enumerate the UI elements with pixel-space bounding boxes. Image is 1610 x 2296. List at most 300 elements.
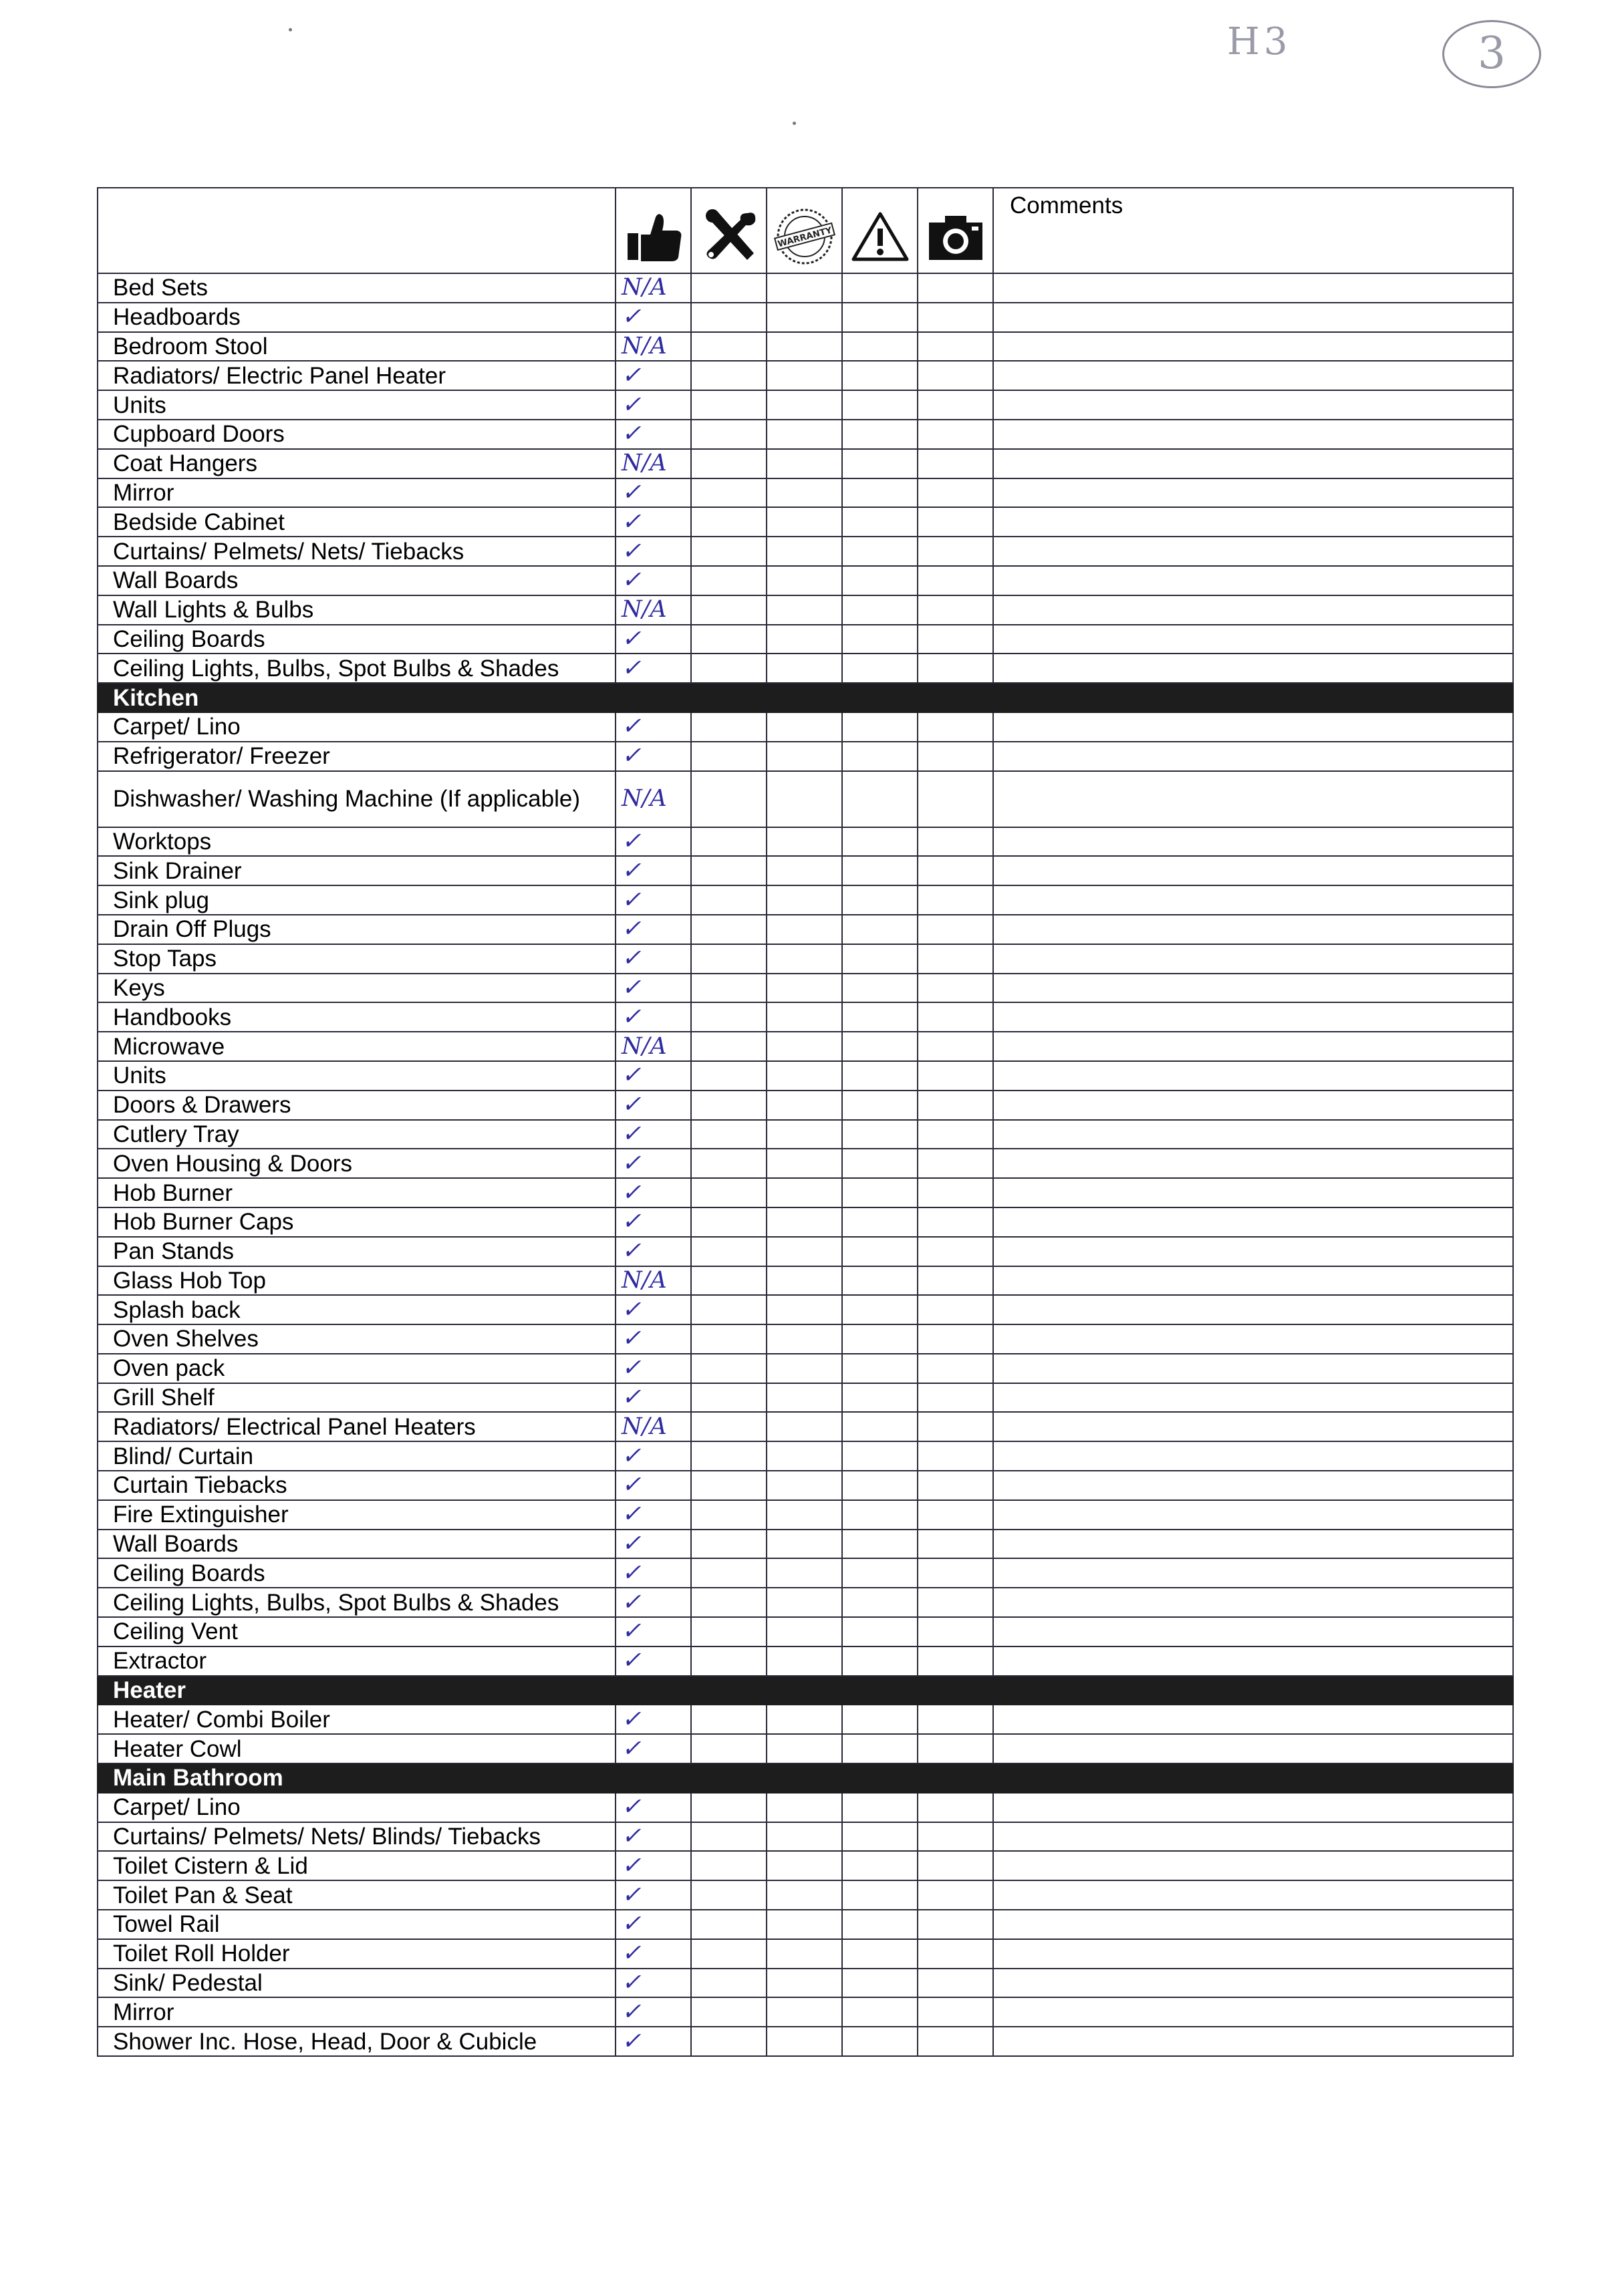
ok-mark-cell[interactable]: ✓	[616, 1441, 691, 1471]
comments-cell[interactable]	[993, 1149, 1513, 1178]
comments-cell[interactable]	[993, 1500, 1513, 1530]
ok-mark-cell[interactable]: ✓	[616, 1120, 691, 1149]
warranty-cell[interactable]	[767, 742, 842, 771]
ok-mark-cell[interactable]: ✓	[616, 1997, 691, 2027]
comments-cell[interactable]	[993, 1558, 1513, 1588]
warranty-cell[interactable]	[767, 1032, 842, 1061]
photo-cell[interactable]	[918, 712, 993, 742]
hazard-cell[interactable]	[842, 566, 918, 595]
ok-mark-cell[interactable]: ✓	[616, 1500, 691, 1530]
repair-cell[interactable]	[691, 1500, 767, 1530]
comments-cell[interactable]	[993, 1207, 1513, 1237]
comments-cell[interactable]	[993, 1383, 1513, 1413]
comments-cell[interactable]	[993, 1617, 1513, 1646]
comments-cell[interactable]	[993, 449, 1513, 478]
repair-cell[interactable]	[691, 771, 767, 827]
comments-cell[interactable]	[993, 332, 1513, 362]
hazard-cell[interactable]	[842, 420, 918, 449]
hazard-cell[interactable]	[842, 1705, 918, 1734]
repair-cell[interactable]	[691, 885, 767, 915]
ok-mark-cell[interactable]: ✓	[616, 1178, 691, 1207]
hazard-cell[interactable]	[842, 1793, 918, 1822]
comments-cell[interactable]	[993, 1588, 1513, 1617]
repair-cell[interactable]	[691, 944, 767, 974]
comments-cell[interactable]	[993, 1441, 1513, 1471]
comments-cell[interactable]	[993, 827, 1513, 857]
warranty-cell[interactable]	[767, 1530, 842, 1559]
photo-cell[interactable]	[918, 1851, 993, 1880]
photo-cell[interactable]	[918, 420, 993, 449]
warranty-cell[interactable]	[767, 537, 842, 566]
hazard-cell[interactable]	[842, 1530, 918, 1559]
repair-cell[interactable]	[691, 1617, 767, 1646]
photo-cell[interactable]	[918, 827, 993, 857]
ok-mark-cell[interactable]: ✓	[616, 625, 691, 654]
repair-cell[interactable]	[691, 654, 767, 683]
repair-cell[interactable]	[691, 974, 767, 1003]
photo-cell[interactable]	[918, 1880, 993, 1910]
ok-mark-cell[interactable]: ✓	[616, 478, 691, 508]
repair-cell[interactable]	[691, 1880, 767, 1910]
ok-mark-cell[interactable]: ✓	[616, 303, 691, 332]
ok-mark-cell[interactable]: N/A	[616, 273, 691, 303]
warranty-cell[interactable]	[767, 827, 842, 857]
comments-cell[interactable]	[993, 273, 1513, 303]
ok-mark-cell[interactable]: ✓	[616, 915, 691, 944]
repair-cell[interactable]	[691, 1237, 767, 1266]
photo-cell[interactable]	[918, 1734, 993, 1763]
hazard-cell[interactable]	[842, 478, 918, 508]
hazard-cell[interactable]	[842, 1091, 918, 1120]
hazard-cell[interactable]	[842, 856, 918, 885]
ok-mark-cell[interactable]: ✓	[616, 885, 691, 915]
warranty-cell[interactable]	[767, 944, 842, 974]
warranty-cell[interactable]	[767, 361, 842, 390]
warranty-cell[interactable]	[767, 1646, 842, 1676]
warranty-cell[interactable]	[767, 1705, 842, 1734]
hazard-cell[interactable]	[842, 1500, 918, 1530]
repair-cell[interactable]	[691, 449, 767, 478]
comments-cell[interactable]	[993, 1061, 1513, 1091]
comments-cell[interactable]	[993, 566, 1513, 595]
hazard-cell[interactable]	[842, 1412, 918, 1441]
ok-mark-cell[interactable]: ✓	[616, 712, 691, 742]
comments-cell[interactable]	[993, 1939, 1513, 1969]
photo-cell[interactable]	[918, 595, 993, 625]
hazard-cell[interactable]	[842, 1061, 918, 1091]
photo-cell[interactable]	[918, 1061, 993, 1091]
comments-cell[interactable]	[993, 885, 1513, 915]
warranty-cell[interactable]	[767, 2027, 842, 2056]
repair-cell[interactable]	[691, 1061, 767, 1091]
warranty-cell[interactable]	[767, 1910, 842, 1939]
warranty-cell[interactable]	[767, 1734, 842, 1763]
hazard-cell[interactable]	[842, 1295, 918, 1324]
hazard-cell[interactable]	[842, 712, 918, 742]
photo-cell[interactable]	[918, 1558, 993, 1588]
repair-cell[interactable]	[691, 1324, 767, 1354]
repair-cell[interactable]	[691, 420, 767, 449]
photo-cell[interactable]	[918, 1266, 993, 1296]
comments-cell[interactable]	[993, 974, 1513, 1003]
photo-cell[interactable]	[918, 915, 993, 944]
hazard-cell[interactable]	[842, 303, 918, 332]
photo-cell[interactable]	[918, 1705, 993, 1734]
hazard-cell[interactable]	[842, 1032, 918, 1061]
comments-cell[interactable]	[993, 944, 1513, 974]
hazard-cell[interactable]	[842, 595, 918, 625]
ok-mark-cell[interactable]: ✓	[616, 1471, 691, 1500]
ok-mark-cell[interactable]: ✓	[616, 1617, 691, 1646]
hazard-cell[interactable]	[842, 974, 918, 1003]
photo-cell[interactable]	[918, 1002, 993, 1032]
hazard-cell[interactable]	[842, 1149, 918, 1178]
hazard-cell[interactable]	[842, 1646, 918, 1676]
warranty-cell[interactable]	[767, 1120, 842, 1149]
comments-cell[interactable]	[993, 1646, 1513, 1676]
ok-mark-cell[interactable]: ✓	[616, 1295, 691, 1324]
repair-cell[interactable]	[691, 1383, 767, 1413]
warranty-cell[interactable]	[767, 420, 842, 449]
ok-mark-cell[interactable]: ✓	[616, 1002, 691, 1032]
warranty-cell[interactable]	[767, 1851, 842, 1880]
comments-cell[interactable]	[993, 1295, 1513, 1324]
photo-cell[interactable]	[918, 2027, 993, 2056]
repair-cell[interactable]	[691, 332, 767, 362]
repair-cell[interactable]	[691, 1441, 767, 1471]
ok-mark-cell[interactable]: N/A	[616, 1032, 691, 1061]
ok-mark-cell[interactable]: ✓	[616, 537, 691, 566]
photo-cell[interactable]	[918, 1032, 993, 1061]
photo-cell[interactable]	[918, 1822, 993, 1852]
repair-cell[interactable]	[691, 856, 767, 885]
comments-cell[interactable]	[993, 1822, 1513, 1852]
comments-cell[interactable]	[993, 2027, 1513, 2056]
repair-cell[interactable]	[691, 1149, 767, 1178]
photo-cell[interactable]	[918, 1354, 993, 1383]
warranty-cell[interactable]	[767, 449, 842, 478]
photo-cell[interactable]	[918, 1646, 993, 1676]
hazard-cell[interactable]	[842, 1734, 918, 1763]
photo-cell[interactable]	[918, 390, 993, 420]
warranty-cell[interactable]	[767, 507, 842, 537]
comments-cell[interactable]	[993, 595, 1513, 625]
repair-cell[interactable]	[691, 1412, 767, 1441]
warranty-cell[interactable]	[767, 566, 842, 595]
warranty-cell[interactable]	[767, 1354, 842, 1383]
ok-mark-cell[interactable]: N/A	[616, 1266, 691, 1296]
photo-cell[interactable]	[918, 1207, 993, 1237]
warranty-cell[interactable]	[767, 1793, 842, 1822]
warranty-cell[interactable]	[767, 1471, 842, 1500]
photo-cell[interactable]	[918, 1997, 993, 2027]
repair-cell[interactable]	[691, 595, 767, 625]
hazard-cell[interactable]	[842, 2027, 918, 2056]
ok-mark-cell[interactable]: ✓	[616, 1091, 691, 1120]
comments-cell[interactable]	[993, 1851, 1513, 1880]
photo-cell[interactable]	[918, 1617, 993, 1646]
warranty-cell[interactable]	[767, 1412, 842, 1441]
comments-cell[interactable]	[993, 361, 1513, 390]
warranty-cell[interactable]	[767, 1002, 842, 1032]
hazard-cell[interactable]	[842, 1178, 918, 1207]
repair-cell[interactable]	[691, 742, 767, 771]
warranty-cell[interactable]	[767, 1061, 842, 1091]
hazard-cell[interactable]	[842, 1969, 918, 1998]
repair-cell[interactable]	[691, 1002, 767, 1032]
ok-mark-cell[interactable]: ✓	[616, 1149, 691, 1178]
comments-cell[interactable]	[993, 1530, 1513, 1559]
hazard-cell[interactable]	[842, 1120, 918, 1149]
ok-mark-cell[interactable]: ✓	[616, 974, 691, 1003]
photo-cell[interactable]	[918, 273, 993, 303]
photo-cell[interactable]	[918, 856, 993, 885]
repair-cell[interactable]	[691, 1032, 767, 1061]
photo-cell[interactable]	[918, 1969, 993, 1998]
repair-cell[interactable]	[691, 1997, 767, 2027]
hazard-cell[interactable]	[842, 742, 918, 771]
photo-cell[interactable]	[918, 1237, 993, 1266]
hazard-cell[interactable]	[842, 1354, 918, 1383]
repair-cell[interactable]	[691, 1793, 767, 1822]
warranty-cell[interactable]	[767, 1997, 842, 2027]
hazard-cell[interactable]	[842, 1002, 918, 1032]
comments-cell[interactable]	[993, 1002, 1513, 1032]
warranty-cell[interactable]	[767, 1822, 842, 1852]
warranty-cell[interactable]	[767, 1091, 842, 1120]
hazard-cell[interactable]	[842, 390, 918, 420]
ok-mark-cell[interactable]: ✓	[616, 1530, 691, 1559]
warranty-cell[interactable]	[767, 885, 842, 915]
repair-cell[interactable]	[691, 1822, 767, 1852]
comments-cell[interactable]	[993, 1734, 1513, 1763]
comments-cell[interactable]	[993, 1354, 1513, 1383]
repair-cell[interactable]	[691, 915, 767, 944]
hazard-cell[interactable]	[842, 885, 918, 915]
hazard-cell[interactable]	[842, 1383, 918, 1413]
hazard-cell[interactable]	[842, 1997, 918, 2027]
ok-mark-cell[interactable]: ✓	[616, 856, 691, 885]
photo-cell[interactable]	[918, 1500, 993, 1530]
hazard-cell[interactable]	[842, 1558, 918, 1588]
photo-cell[interactable]	[918, 1295, 993, 1324]
photo-cell[interactable]	[918, 566, 993, 595]
comments-cell[interactable]	[993, 537, 1513, 566]
ok-mark-cell[interactable]: ✓	[616, 1383, 691, 1413]
photo-cell[interactable]	[918, 361, 993, 390]
hazard-cell[interactable]	[842, 827, 918, 857]
hazard-cell[interactable]	[842, 361, 918, 390]
photo-cell[interactable]	[918, 1149, 993, 1178]
ok-mark-cell[interactable]: ✓	[616, 1061, 691, 1091]
hazard-cell[interactable]	[842, 1471, 918, 1500]
hazard-cell[interactable]	[842, 537, 918, 566]
photo-cell[interactable]	[918, 449, 993, 478]
comments-cell[interactable]	[993, 625, 1513, 654]
hazard-cell[interactable]	[842, 1588, 918, 1617]
hazard-cell[interactable]	[842, 944, 918, 974]
ok-mark-cell[interactable]: ✓	[616, 1969, 691, 1998]
ok-mark-cell[interactable]: ✓	[616, 1939, 691, 1969]
photo-cell[interactable]	[918, 303, 993, 332]
comments-cell[interactable]	[993, 771, 1513, 827]
hazard-cell[interactable]	[842, 1880, 918, 1910]
ok-mark-cell[interactable]: ✓	[616, 827, 691, 857]
comments-cell[interactable]	[993, 1793, 1513, 1822]
repair-cell[interactable]	[691, 1588, 767, 1617]
warranty-cell[interactable]	[767, 1237, 842, 1266]
photo-cell[interactable]	[918, 1588, 993, 1617]
ok-mark-cell[interactable]: ✓	[616, 1324, 691, 1354]
comments-cell[interactable]	[993, 1032, 1513, 1061]
ok-mark-cell[interactable]: ✓	[616, 1880, 691, 1910]
repair-cell[interactable]	[691, 361, 767, 390]
ok-mark-cell[interactable]: ✓	[616, 1705, 691, 1734]
repair-cell[interactable]	[691, 303, 767, 332]
warranty-cell[interactable]	[767, 273, 842, 303]
comments-cell[interactable]	[993, 856, 1513, 885]
ok-mark-cell[interactable]: ✓	[616, 1588, 691, 1617]
ok-mark-cell[interactable]: ✓	[616, 742, 691, 771]
ok-mark-cell[interactable]: ✓	[616, 507, 691, 537]
hazard-cell[interactable]	[842, 1617, 918, 1646]
repair-cell[interactable]	[691, 1939, 767, 1969]
warranty-cell[interactable]	[767, 974, 842, 1003]
ok-mark-cell[interactable]: ✓	[616, 361, 691, 390]
photo-cell[interactable]	[918, 1441, 993, 1471]
ok-mark-cell[interactable]: ✓	[616, 390, 691, 420]
comments-cell[interactable]	[993, 1997, 1513, 2027]
warranty-cell[interactable]	[767, 1324, 842, 1354]
hazard-cell[interactable]	[842, 1851, 918, 1880]
ok-mark-cell[interactable]: ✓	[616, 1910, 691, 1939]
ok-mark-cell[interactable]: ✓	[616, 1734, 691, 1763]
photo-cell[interactable]	[918, 974, 993, 1003]
warranty-cell[interactable]	[767, 478, 842, 508]
warranty-cell[interactable]	[767, 303, 842, 332]
photo-cell[interactable]	[918, 771, 993, 827]
ok-mark-cell[interactable]: N/A	[616, 595, 691, 625]
comments-cell[interactable]	[993, 1471, 1513, 1500]
hazard-cell[interactable]	[842, 1207, 918, 1237]
repair-cell[interactable]	[691, 827, 767, 857]
warranty-cell[interactable]	[767, 1207, 842, 1237]
comments-cell[interactable]	[993, 303, 1513, 332]
repair-cell[interactable]	[691, 1734, 767, 1763]
hazard-cell[interactable]	[842, 1939, 918, 1969]
ok-mark-cell[interactable]: ✓	[616, 566, 691, 595]
repair-cell[interactable]	[691, 1851, 767, 1880]
repair-cell[interactable]	[691, 1207, 767, 1237]
warranty-cell[interactable]	[767, 1617, 842, 1646]
warranty-cell[interactable]	[767, 1880, 842, 1910]
ok-mark-cell[interactable]: ✓	[616, 1558, 691, 1588]
warranty-cell[interactable]	[767, 595, 842, 625]
comments-cell[interactable]	[993, 1266, 1513, 1296]
ok-mark-cell[interactable]: ✓	[616, 1793, 691, 1822]
warranty-cell[interactable]	[767, 1295, 842, 1324]
repair-cell[interactable]	[691, 1354, 767, 1383]
comments-cell[interactable]	[993, 712, 1513, 742]
repair-cell[interactable]	[691, 566, 767, 595]
comments-cell[interactable]	[993, 915, 1513, 944]
warranty-cell[interactable]	[767, 625, 842, 654]
comments-cell[interactable]	[993, 1091, 1513, 1120]
ok-mark-cell[interactable]: ✓	[616, 1822, 691, 1852]
comments-cell[interactable]	[993, 1120, 1513, 1149]
photo-cell[interactable]	[918, 1091, 993, 1120]
hazard-cell[interactable]	[842, 1910, 918, 1939]
repair-cell[interactable]	[691, 712, 767, 742]
ok-mark-cell[interactable]: N/A	[616, 1412, 691, 1441]
warranty-cell[interactable]	[767, 1500, 842, 1530]
repair-cell[interactable]	[691, 2027, 767, 2056]
repair-cell[interactable]	[691, 1910, 767, 1939]
hazard-cell[interactable]	[842, 1324, 918, 1354]
repair-cell[interactable]	[691, 1969, 767, 1998]
warranty-cell[interactable]	[767, 1588, 842, 1617]
warranty-cell[interactable]	[767, 1558, 842, 1588]
hazard-cell[interactable]	[842, 507, 918, 537]
warranty-cell[interactable]	[767, 1178, 842, 1207]
hazard-cell[interactable]	[842, 915, 918, 944]
repair-cell[interactable]	[691, 537, 767, 566]
ok-mark-cell[interactable]: ✓	[616, 1207, 691, 1237]
photo-cell[interactable]	[918, 625, 993, 654]
warranty-cell[interactable]	[767, 654, 842, 683]
comments-cell[interactable]	[993, 1910, 1513, 1939]
photo-cell[interactable]	[918, 1471, 993, 1500]
photo-cell[interactable]	[918, 1383, 993, 1413]
photo-cell[interactable]	[918, 537, 993, 566]
warranty-cell[interactable]	[767, 856, 842, 885]
warranty-cell[interactable]	[767, 771, 842, 827]
comments-cell[interactable]	[993, 1705, 1513, 1734]
repair-cell[interactable]	[691, 1120, 767, 1149]
photo-cell[interactable]	[918, 944, 993, 974]
ok-mark-cell[interactable]: ✓	[616, 420, 691, 449]
ok-mark-cell[interactable]: ✓	[616, 1851, 691, 1880]
comments-cell[interactable]	[993, 1324, 1513, 1354]
ok-mark-cell[interactable]: ✓	[616, 944, 691, 974]
comments-cell[interactable]	[993, 1969, 1513, 1998]
photo-cell[interactable]	[918, 1178, 993, 1207]
comments-cell[interactable]	[993, 507, 1513, 537]
repair-cell[interactable]	[691, 273, 767, 303]
ok-mark-cell[interactable]: ✓	[616, 2027, 691, 2056]
repair-cell[interactable]	[691, 1266, 767, 1296]
comments-cell[interactable]	[993, 1178, 1513, 1207]
repair-cell[interactable]	[691, 1091, 767, 1120]
repair-cell[interactable]	[691, 507, 767, 537]
ok-mark-cell[interactable]: ✓	[616, 1354, 691, 1383]
repair-cell[interactable]	[691, 1558, 767, 1588]
comments-cell[interactable]	[993, 390, 1513, 420]
warranty-cell[interactable]	[767, 332, 842, 362]
ok-mark-cell[interactable]: N/A	[616, 332, 691, 362]
hazard-cell[interactable]	[842, 1237, 918, 1266]
repair-cell[interactable]	[691, 1178, 767, 1207]
hazard-cell[interactable]	[842, 625, 918, 654]
comments-cell[interactable]	[993, 1237, 1513, 1266]
ok-mark-cell[interactable]: ✓	[616, 1646, 691, 1676]
photo-cell[interactable]	[918, 1910, 993, 1939]
hazard-cell[interactable]	[842, 1266, 918, 1296]
warranty-cell[interactable]	[767, 712, 842, 742]
warranty-cell[interactable]	[767, 1149, 842, 1178]
ok-mark-cell[interactable]: N/A	[616, 449, 691, 478]
photo-cell[interactable]	[918, 332, 993, 362]
